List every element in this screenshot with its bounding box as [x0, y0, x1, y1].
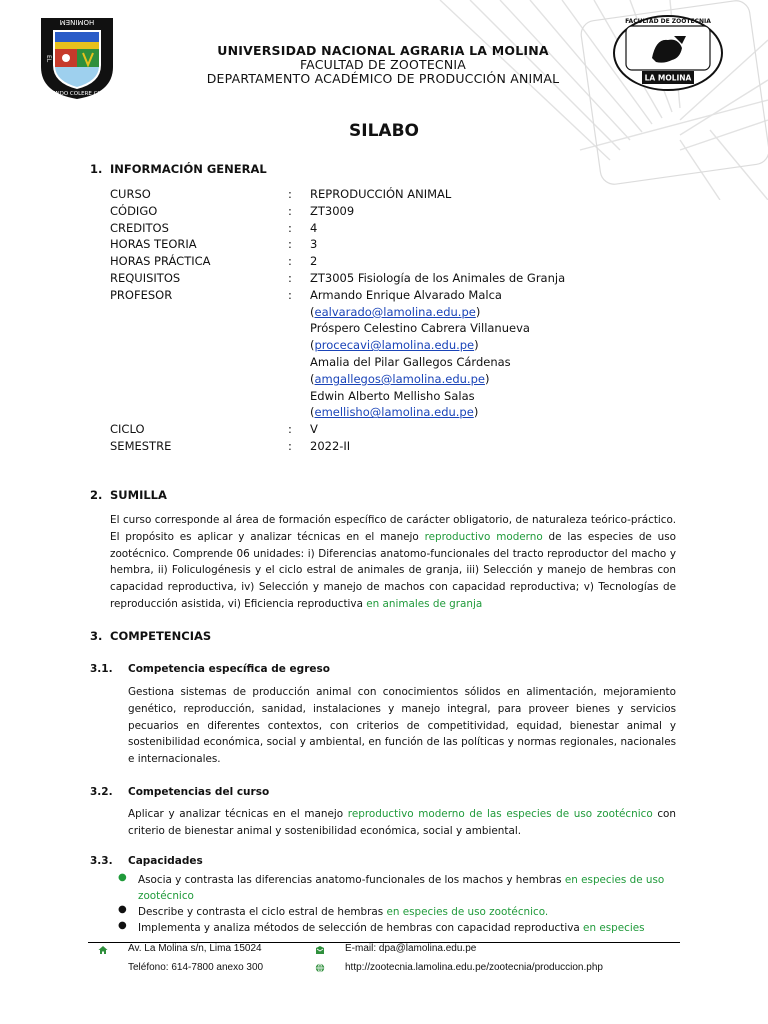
- colon: :: [288, 237, 292, 252]
- label-profesor: PROFESOR: [110, 287, 173, 302]
- value-horas-teoria: 3: [310, 237, 318, 252]
- professor-name: Edwin Alberto Mellisho Salas: [310, 388, 475, 403]
- university-crest-logo: [38, 15, 116, 101]
- sumilla-highlight: reproductivo moderno: [424, 530, 543, 543]
- value-curso: REPRODUCCIÓN ANIMAL: [310, 187, 452, 201]
- section-1-heading: [90, 162, 267, 176]
- value-ciclo: V: [310, 422, 318, 437]
- crest-top-text: HOMINEM: [59, 18, 95, 26]
- section-number: 2.: [90, 488, 103, 502]
- sumilla-paragraph: [110, 512, 676, 613]
- footer-website-link[interactable]: http://zootecnia.lamolina.edu.pe/zootecnia/produccion.php: [345, 962, 603, 973]
- footer-email[interactable]: E-mail: dpa@lamolina.edu.pe: [345, 943, 477, 954]
- subsection-title: Competencias del curso: [128, 786, 270, 798]
- subsection-title: Competencia específica de egreso: [128, 663, 330, 675]
- crest-bottom-text: MUNDO COLERE CIRO: [46, 91, 108, 97]
- faculty-logo-arc-text: FACULTAD DE ZOOTECNIA: [625, 18, 711, 25]
- colon: :: [288, 203, 292, 218]
- competencias-curso-plain: Aplicar y analizar técnicas en el manejo: [128, 808, 348, 820]
- section-title: SUMILLA: [110, 488, 167, 502]
- document-title: SILABO: [349, 121, 419, 141]
- crest-left-text: EL: [45, 55, 52, 63]
- section-number: 1.: [90, 162, 103, 176]
- university-name: UNIVERSIDAD NACIONAL AGRARIA LA MOLINA: [217, 43, 549, 58]
- home-icon: [98, 945, 108, 955]
- subsection-number: 3.2.: [90, 786, 113, 798]
- subsection-title: Capacidades: [128, 855, 203, 867]
- professor-email-link[interactable]: amgallegos@lamolina.edu.pe: [314, 371, 485, 386]
- footer-address: Av. La Molina s/n, Lima 15024: [128, 943, 262, 954]
- colon: :: [288, 187, 292, 201]
- colon: :: [288, 271, 292, 285]
- professor-email-link[interactable]: emellisho@lamolina.edu.pe: [314, 405, 474, 420]
- label-horas-practica: HORAS PRÁCTICA: [110, 254, 211, 269]
- colon: :: [288, 220, 292, 235]
- bullet-icon: ●: [118, 920, 127, 931]
- label-creditos: CREDITOS: [110, 220, 169, 235]
- subsection-3-2-heading: [90, 786, 269, 798]
- section-title: COMPETENCIAS: [110, 629, 212, 643]
- footer-phone: Teléfono: 614-7800 anexo 300: [128, 962, 264, 973]
- value-codigo: ZT3009: [310, 203, 355, 218]
- competencias-curso-highlight: reproductivo moderno de las especies de uso zootécnico: [347, 808, 653, 820]
- professor-name: Próspero Celestino Cabrera Villanueva: [310, 321, 530, 336]
- label-horas-teoria: HORAS TEORIA: [110, 237, 197, 252]
- faculty-logo-bottom-text: LA MOLINA: [644, 73, 692, 83]
- section-2-heading: [90, 488, 167, 502]
- department-name: DEPARTAMENTO ACADÉMICO DE PRODUCCIÓN ANIMAL: [206, 71, 560, 86]
- colon: :: [288, 254, 292, 269]
- capacidad-item: [138, 872, 678, 904]
- bullet-icon: ●: [118, 872, 127, 883]
- professor-email-line: (amgallegos@lamolina.edu.pe): [310, 371, 490, 386]
- colon: :: [288, 287, 292, 302]
- competencia-egreso-text: Gestiona sistemas de producción animal con conocimientos sólidos en alimentación, mejoramiento genético, reproducción, sanidad, instalaciones y manejo integral, para proveer bienes y servicios pecuarios en diferentes contextos, con criterios de competitividad, equidad, bienestar animal y sostenibilidad económica, social y ambiental, en función de las políticas y normas regionales, nacionales e internacionales.: [128, 686, 676, 766]
- capacidad-highlight: en especies de uso zootécnico: [138, 874, 665, 902]
- subsection-3-3-heading: [90, 855, 203, 867]
- subsection-3-1-heading: [90, 663, 330, 675]
- colon: :: [288, 422, 292, 437]
- label-curso: CURSO: [110, 187, 151, 201]
- capacidad-text: Describe y contrasta el ciclo estral de hembras: [138, 906, 387, 918]
- section-number: 3.: [90, 629, 103, 643]
- label-requisitos: REQUISITOS: [110, 271, 181, 285]
- professor-email-line: (emellisho@lamolina.edu.pe): [310, 405, 479, 420]
- capacidad-item: [138, 920, 678, 936]
- professor-email-line: (procecavi@lamolina.edu.pe): [310, 338, 479, 353]
- colon: :: [288, 439, 292, 453]
- value-horas-practica: 2: [310, 254, 318, 269]
- label-semestre: SEMESTRE: [110, 439, 172, 453]
- sumilla-highlight: en animales de granja: [366, 597, 483, 610]
- label-codigo: CÓDIGO: [110, 203, 158, 218]
- globe-icon: [315, 963, 325, 973]
- professor-email-line: (ealvarado@lamolina.edu.pe): [310, 304, 481, 319]
- professor-name: Amalia del Pilar Gallegos Cárdenas: [310, 355, 511, 369]
- capacidad-highlight: en especies: [583, 922, 645, 934]
- label-ciclo: CICLO: [110, 422, 145, 437]
- value-creditos: 4: [310, 220, 318, 235]
- value-semestre: 2022-II: [310, 439, 351, 453]
- sumilla-text: El curso corresponde al área de formación específico de carácter obligatorio, de naturaleza teórico-práctico. El propósito es aplicar y analizar técnicas en el manejo: [110, 514, 676, 543]
- bullet-icon: ●: [118, 904, 127, 915]
- professor-email-link[interactable]: ealvarado@lamolina.edu.pe: [314, 304, 476, 319]
- competencias-curso-text: [128, 806, 676, 840]
- capacidad-highlight: en especies de uso zootécnico.: [386, 906, 549, 918]
- professor-name: Armando Enrique Alvarado Malca: [310, 287, 502, 302]
- section-title: INFORMACIÓN GENERAL: [110, 162, 267, 176]
- mail-icon: [315, 945, 325, 955]
- professor-email-link[interactable]: procecavi@lamolina.edu.pe: [314, 338, 475, 353]
- faculty-name: FACULTAD DE ZOOTECNIA: [299, 57, 467, 72]
- sumilla-text: de las especies de uso zootécnico. Comprende 06 unidades: i) Diferencias anatomo-funcionales del tracto reproductor del macho y hembra, ii) Foliculogénesis y el ciclo estral de animales de granja, iii) Selección y manejo de hembras con capacidad reproductiva, iv) Selección y manejo de machos con capacidad reproductiva; v) Tecnologías de reproducción asistida, vi) Eficiencia reproductiva: [110, 530, 676, 610]
- subsection-number: 3.1.: [90, 663, 113, 675]
- capacidad-text: Implementa y analiza métodos de selección de hembras con capacidad reproductiva: [138, 922, 584, 934]
- capacidad-text: Asocia y contrasta las diferencias anatomo-funcionales de los machos y hembras: [138, 874, 565, 886]
- value-requisitos: ZT3005 Fisiología de los Animales de Granja: [310, 271, 566, 285]
- subsection-number: 3.3.: [90, 855, 113, 867]
- section-3-heading: [90, 629, 211, 643]
- competencias-curso-plain: con criterio de bienestar animal y sostenibilidad económica, social y ambiental.: [128, 808, 676, 837]
- capacidad-item: [138, 904, 678, 920]
